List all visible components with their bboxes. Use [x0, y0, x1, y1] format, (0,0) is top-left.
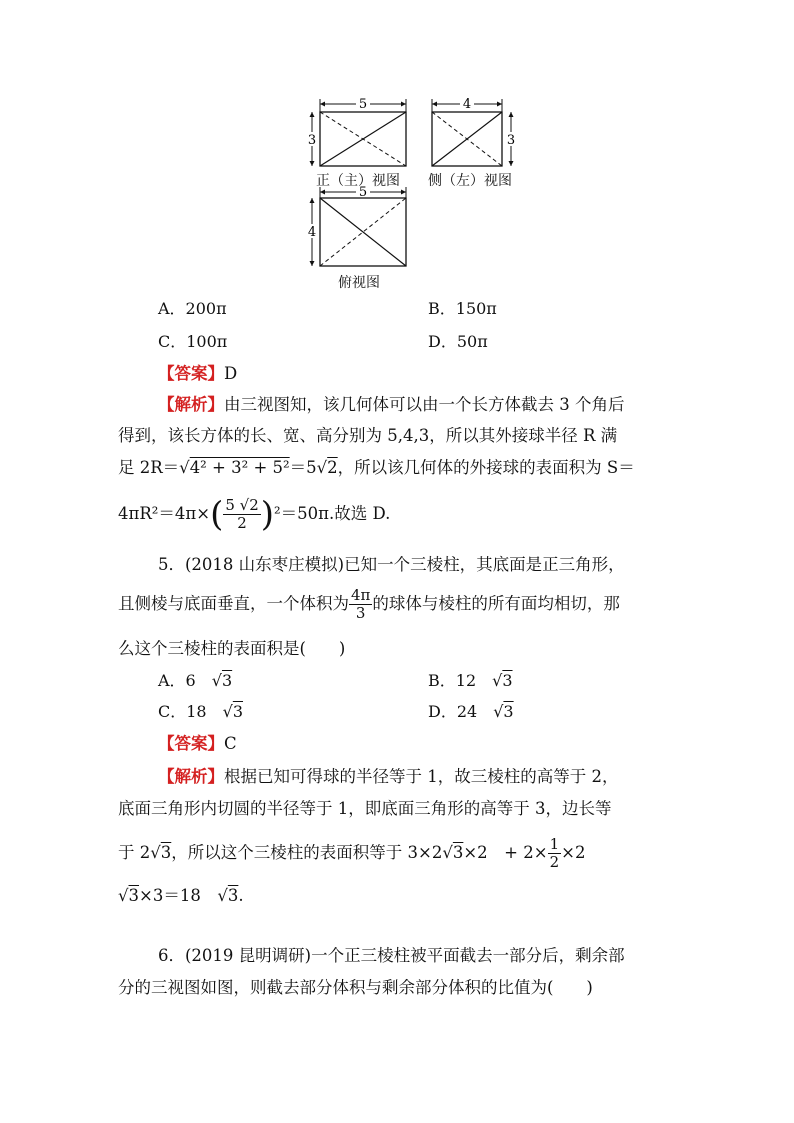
q6-stem-line2: 分的三视图如图，则截去部分体积与剩余部分体积的比值为( ) — [118, 978, 593, 997]
q4-analysis-line2: 得到，该长方体的长、宽、高分别为 5,4,3，所以其外接球半径 R 满 — [118, 426, 618, 445]
q5-analysis-line1: 【解析】根据已知可得球的半径等于 1，故三棱柱的高等于 2， — [158, 767, 619, 786]
q5-option-d: D．24 √3 — [428, 702, 514, 721]
front-view-caption: 正（主）视图 — [316, 173, 400, 189]
three-view-figure — [300, 96, 530, 292]
answer-tag: 【答案】 — [158, 734, 224, 753]
q4-option-c: C．100π — [158, 332, 228, 351]
q5-option-b: B．12 √3 — [428, 671, 513, 690]
top-view-caption: 俯视图 — [338, 275, 380, 291]
q5-option-c: C．18 √3 — [158, 702, 244, 721]
q5-analysis-line2: 底面三角形内切圆的半径等于 1，即底面三角形的高等于 3，边长等 — [118, 799, 612, 818]
q5-stem-line1: 5．(2018 山东枣庄模拟)已知一个三棱柱，其底面是正三角形， — [158, 555, 625, 574]
q4-analysis-line3: 足 2R＝√4² + 3² + 5²＝5√2，所以该几何体的外接球的表面积为 S＝ — [118, 458, 635, 477]
top-height-label: 4 — [307, 225, 317, 240]
front-width-label: 5 — [358, 97, 368, 112]
front-view — [306, 96, 406, 166]
analysis-tag: 【解析】 — [158, 767, 224, 786]
side-view-caption: 侧（左）视图 — [428, 173, 512, 189]
side-height-label: 3 — [506, 133, 516, 148]
q5-stem-line3: 么这个三棱柱的表面积是( ) — [118, 639, 346, 658]
q6-stem-line1: 6．(2019 昆明调研)一个正三棱柱被平面截去一部分后，剩余部 — [158, 946, 625, 965]
side-width-label: 4 — [462, 97, 472, 112]
q4-option-a: A．200π — [158, 299, 227, 318]
q4-answer: D — [224, 364, 238, 383]
q5-stem-line2: 且侧棱与底面垂直，一个体积为 $\frac{4\pi}{3}$ 的球体与棱柱的所有面均相切，那 — [118, 586, 620, 622]
q4-analysis-line4: 4πR²＝4π×( $\frac{5 √2}{2}$ )²＝50π.故选 D. — [118, 494, 391, 535]
q5-analysis-line3: 于 2√3，所以这个三棱柱的表面积等于 3×2√3×2 + 2× $\frac{1}{2}$ ×2 — [118, 835, 586, 871]
answer-tag: 【答案】 — [158, 364, 224, 383]
sqrt-radicand: 4² + 3² + 5² — [189, 458, 290, 477]
front-height-label: 3 — [307, 133, 317, 148]
q4-analysis-line1: 【解析】由三视图知，该几何体可以由一个长方体截去 3 个角后 — [158, 395, 625, 414]
analysis-tag: 【解析】 — [158, 395, 224, 414]
q4-answer-line — [158, 362, 237, 386]
top-width-label: 5 — [358, 185, 368, 200]
q5-answer-line — [158, 732, 237, 756]
q5-answer: C — [224, 734, 237, 753]
q4-option-b: B．150π — [428, 299, 497, 318]
q5-option-a: A．6 √3 — [158, 671, 233, 690]
side-view — [432, 96, 517, 166]
q4-option-d: D．50π — [428, 332, 488, 351]
q5-analysis-line4: √3×3＝18 √3. — [118, 886, 244, 905]
top-view — [306, 184, 406, 266]
